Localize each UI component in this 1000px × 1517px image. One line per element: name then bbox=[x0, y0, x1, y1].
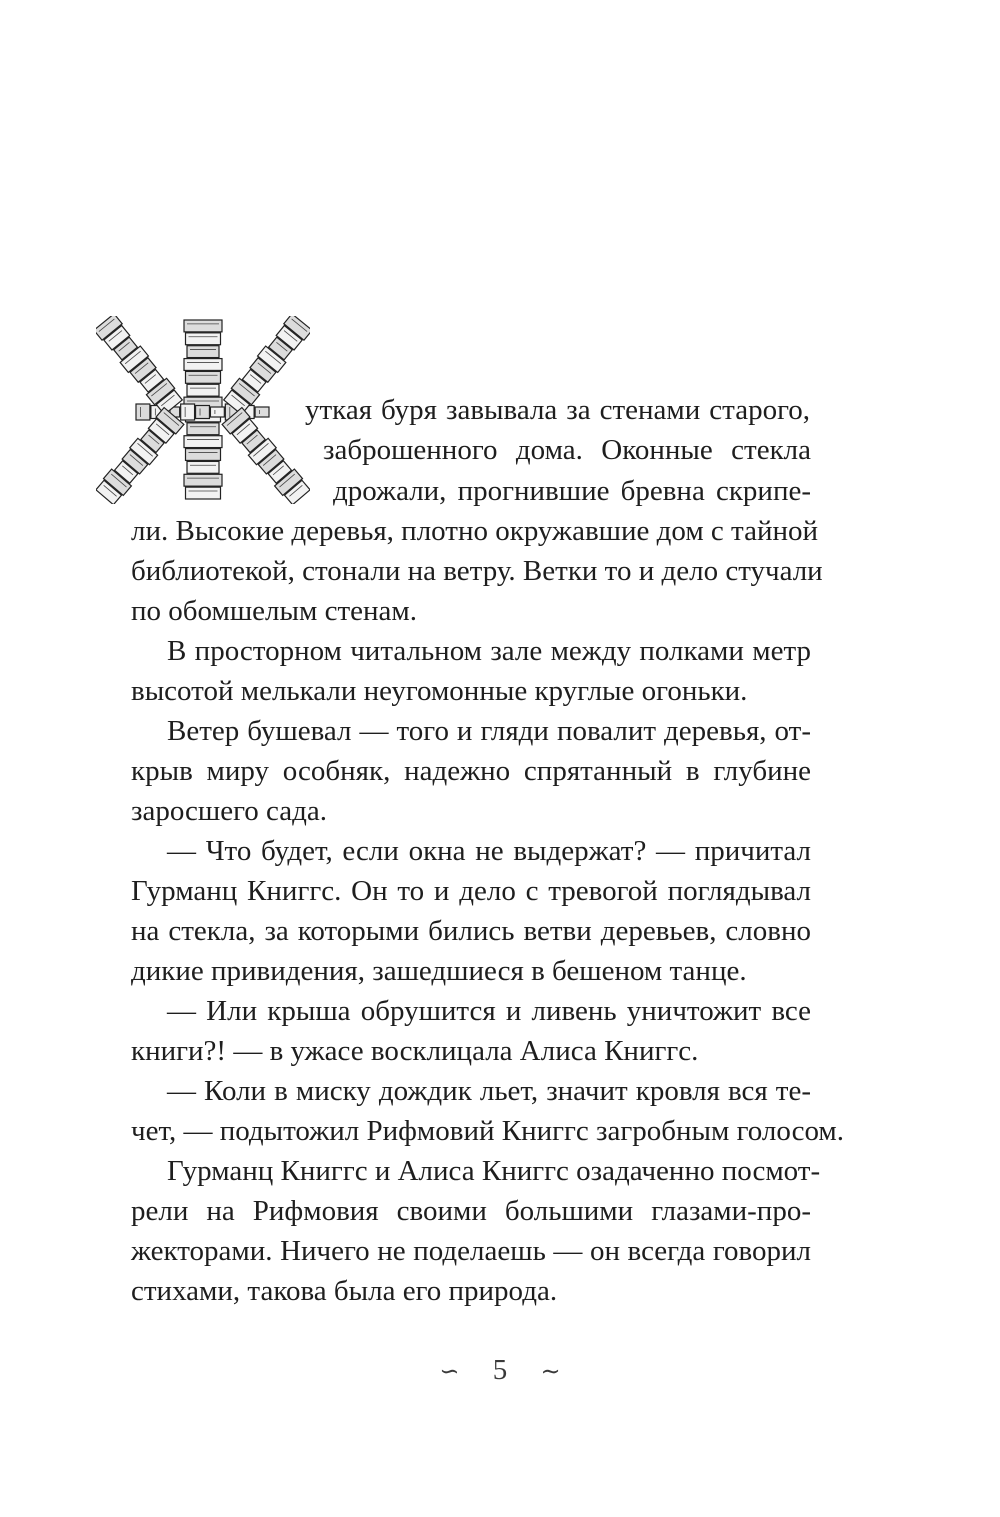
text-line: Ветер бушевал — того и гляди повалит деревья, от- bbox=[167, 715, 811, 747]
text-line: заброшенного дома. Оконные стекла bbox=[323, 434, 811, 466]
text-line: по обомшелым стенам. bbox=[131, 595, 417, 627]
drop-cap bbox=[96, 316, 310, 504]
text-line: — Или крыша обрушится и ливень уничтожит все bbox=[167, 995, 811, 1027]
book-stack bbox=[96, 316, 183, 415]
book-stack bbox=[96, 408, 184, 504]
text-line: — Что будет, если окна не выдержат? — причитал bbox=[167, 835, 811, 867]
page-footer bbox=[0, 1350, 1000, 1390]
text-line: Гурманц Книггс и Алиса Книггс озадаченно посмот- bbox=[167, 1155, 821, 1187]
text-line: чет, — подытожил Рифмовий Книггс загробным голосом. bbox=[131, 1115, 845, 1147]
text-line: рели на Рифмовия своими большими глазами-про- bbox=[131, 1195, 811, 1227]
text-line: заросшего сада. bbox=[131, 795, 328, 827]
text-line: крыв миру особняк, надежно спрятанный в глубине bbox=[131, 755, 811, 787]
text-line: на стекла, за которыми бились ветви деревьев, словно bbox=[131, 915, 811, 947]
text-line: жекторами. Ничего не поделаешь — он всегда говорил bbox=[131, 1235, 811, 1267]
text-line: стихами, такова была его природа. bbox=[131, 1275, 558, 1307]
text-line: высотой мелькали неугомонные круглые огоньки. bbox=[131, 675, 748, 707]
text-line: Гурманц Книггс. Он то и дело с тревогой поглядывал bbox=[131, 875, 811, 907]
ornament-right-icon: ∼ bbox=[540, 1359, 561, 1385]
book-stack bbox=[222, 408, 310, 504]
text-line: уткая буря завывала за стенами старого, bbox=[305, 394, 810, 426]
page-number: 5 bbox=[492, 1354, 508, 1386]
text-line: В просторном читальном зале между полками метр bbox=[167, 635, 811, 667]
ornament-left-icon: ∽ bbox=[439, 1359, 460, 1385]
text-line: — Коли в миску дождик льет, значит кровля вся те- bbox=[167, 1075, 811, 1107]
text-line: ли. Высокие деревья, плотно окружавшие дом с тайной bbox=[131, 515, 819, 547]
text-line: книги?! — в ужасе восклицала Алиса Книггс. bbox=[131, 1035, 699, 1067]
bookstack-letter-icon bbox=[96, 316, 310, 504]
text-line: дрожали, прогнившие бревна скрипе- bbox=[333, 475, 811, 507]
book-stack bbox=[223, 316, 310, 415]
text-line: дикие привидения, зашедшиеся в бешеном танце. bbox=[131, 955, 747, 987]
text-line: библиотекой, стонали на ветру. Ветки то и дело стучали bbox=[131, 555, 823, 587]
